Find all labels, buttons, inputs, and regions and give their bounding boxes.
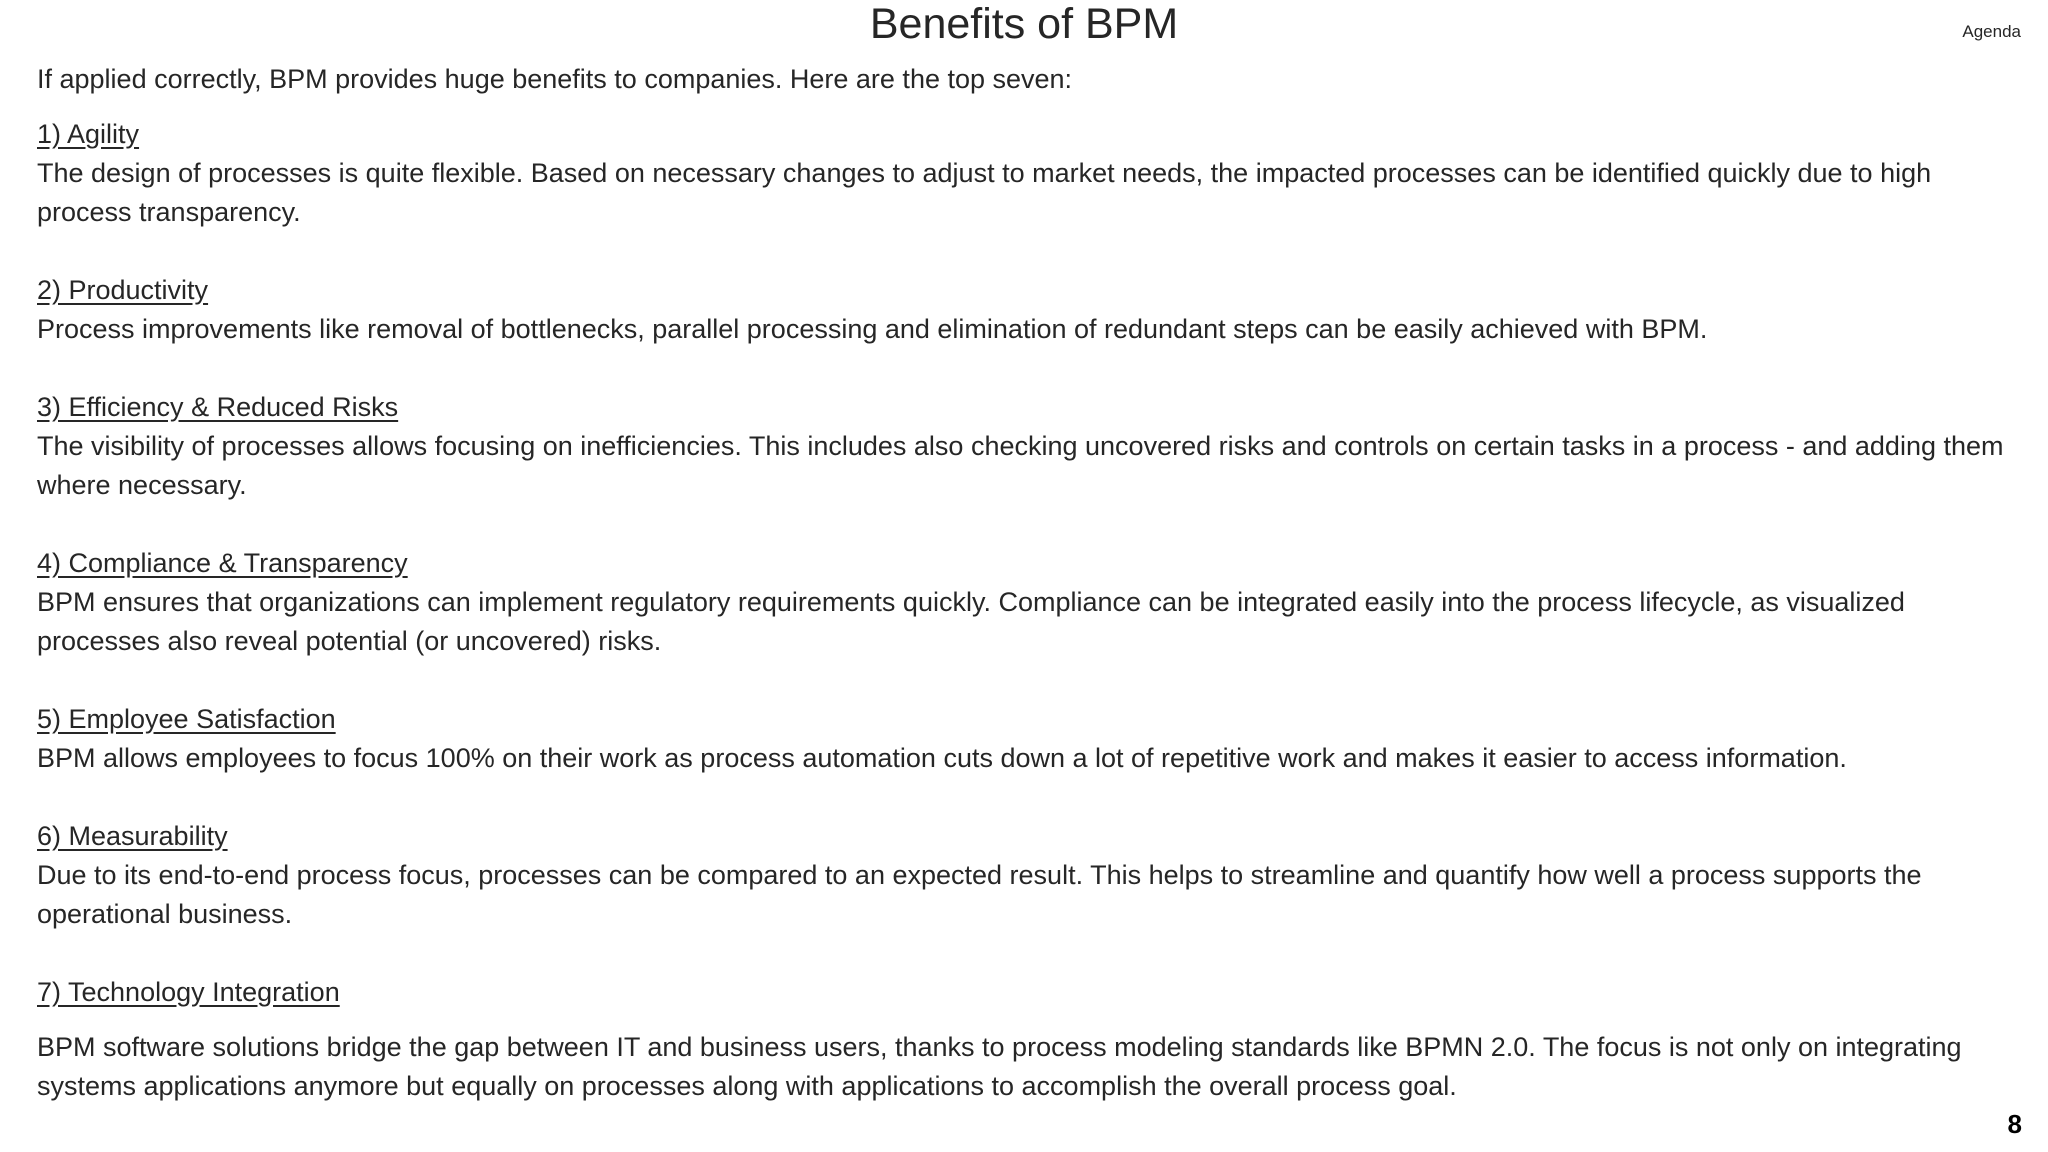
benefit-agility bbox=[37, 115, 2017, 232]
benefit-text: Process improvements like removal of bottlenecks, parallel processing and elimination of redundant steps can be easily achieved with BPM. bbox=[37, 314, 1708, 344]
benefit-heading: 1) Agility bbox=[37, 119, 140, 149]
benefit-heading: 7) Technology Integration bbox=[37, 977, 340, 1007]
benefit-heading: 2) Productivity bbox=[37, 275, 209, 305]
benefit-efficiency bbox=[37, 388, 2017, 505]
benefit-measurability bbox=[37, 817, 2017, 934]
benefit-compliance bbox=[37, 544, 2017, 661]
intro-text: If applied correctly, BPM provides huge benefits to companies. Here are the top seven: bbox=[37, 64, 1073, 94]
benefit-text: BPM allows employees to focus 100% on their work as process automation cuts down a lot of repetitive work and makes it easier to access information. bbox=[37, 743, 1847, 773]
agenda-link[interactable]: Agenda bbox=[1962, 22, 2021, 41]
benefit-productivity bbox=[37, 271, 2017, 349]
benefit-heading: 3) Efficiency & Reduced Risks bbox=[37, 392, 399, 422]
benefit-employee-satisfaction bbox=[37, 700, 2017, 778]
benefit-heading: 6) Measurability bbox=[37, 821, 228, 851]
benefit-heading: 4) Compliance & Transparency bbox=[37, 548, 408, 578]
benefit-text: The design of processes is quite flexible. Based on necessary changes to adjust to market needs, the impacted processes can be identified quickly due to high process transparency. bbox=[37, 158, 1932, 227]
benefit-heading: 5) Employee Satisfaction bbox=[37, 704, 336, 734]
slide-title: Benefits of BPM bbox=[869, 0, 1179, 48]
benefit-text: BPM ensures that organizations can implement regulatory requirements quickly. Compliance can be integrated easily into the process lifecycle, as visualized processes also reveal potential (or uncovered) risks. bbox=[37, 587, 1905, 656]
benefit-text: Due to its end-to-end process focus, processes can be compared to an expected result. This helps to streamline and quantify how well a process supports the operational business. bbox=[37, 860, 1922, 929]
slide-content bbox=[37, 60, 2017, 1145]
benefit-technology-integration bbox=[37, 973, 2017, 1106]
benefit-text: BPM software solutions bridge the gap between IT and business users, thanks to process modeling standards like BPMN 2.0. The focus is not only on integrating systems applications anymore but equally on processes along with applications to accomplish the overall process goal. bbox=[37, 1032, 1962, 1101]
benefit-text: The visibility of processes allows focusing on inefficiencies. This includes also checking uncovered risks and controls on certain tasks in a process - and adding them where necessary. bbox=[37, 431, 2004, 500]
page-number: 8 bbox=[2007, 1109, 2022, 1139]
